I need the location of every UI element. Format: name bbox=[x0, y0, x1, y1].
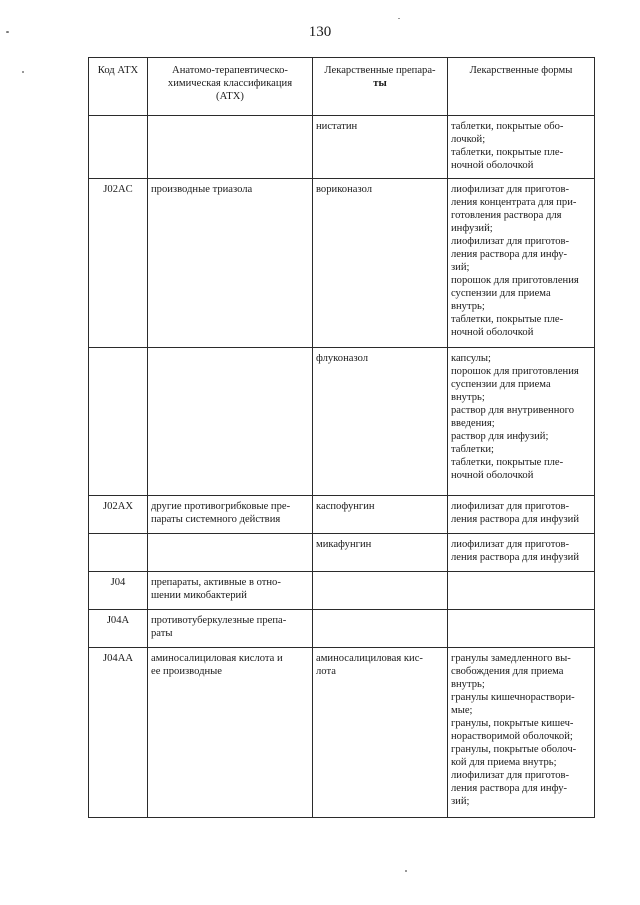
header-atc-code bbox=[89, 58, 148, 116]
scan-speck bbox=[398, 18, 400, 19]
cell-atc-classification bbox=[148, 496, 313, 534]
cell-text-line: раствор для внутривенного bbox=[451, 405, 575, 416]
cell-text-line: таблетки, покрытые пле- bbox=[451, 314, 564, 325]
cell-text-line: раты bbox=[151, 628, 173, 639]
table-row bbox=[89, 179, 595, 348]
cell-text-line: ты bbox=[373, 78, 387, 89]
header-drugs bbox=[313, 58, 448, 116]
cell-text-line: внутрь; bbox=[451, 679, 485, 690]
cell-text-line: порошок для приготовления bbox=[451, 366, 579, 377]
cell-dosage-forms bbox=[448, 496, 595, 534]
cell-atc-code: J04 bbox=[89, 572, 148, 610]
cell-text-line: гранулы замедленного вы- bbox=[451, 653, 571, 664]
cell-atc-classification bbox=[148, 348, 313, 496]
cell-text-line: производные триазола bbox=[151, 184, 253, 195]
table-row bbox=[89, 116, 595, 179]
cell-text-line: ления раствора для инфу- bbox=[451, 249, 568, 260]
cell-atc-classification bbox=[148, 179, 313, 348]
cell-text-line: лота bbox=[316, 666, 336, 677]
cell-text-line: готовления раствора для bbox=[451, 210, 562, 221]
cell-atc-classification bbox=[148, 534, 313, 572]
cell-text-line: таблетки, покрытые пле- bbox=[451, 457, 564, 468]
cell-text-line: таблетки, покрытые пле- bbox=[451, 147, 564, 158]
cell-text-line: порошок для приготовления bbox=[451, 275, 579, 286]
scan-speck bbox=[405, 870, 407, 872]
table-row bbox=[89, 496, 595, 534]
cell-atc-code: J04AA bbox=[89, 648, 148, 818]
table-row bbox=[89, 572, 595, 610]
cell-drug-name bbox=[313, 648, 448, 818]
cell-atc-classification bbox=[148, 610, 313, 648]
cell-text-line: флуконазол bbox=[316, 353, 369, 364]
cell-text-line: (АТХ) bbox=[216, 91, 244, 102]
cell-atc-code: J02AC bbox=[89, 179, 148, 348]
cell-text-line: ночной оболочкой bbox=[451, 327, 534, 338]
cell-text-line: внутрь; bbox=[451, 392, 485, 403]
cell-text-line: ее производные bbox=[151, 666, 222, 677]
cell-drug-name bbox=[313, 496, 448, 534]
page-number: 130 bbox=[308, 24, 332, 40]
header-atc-classification bbox=[148, 58, 313, 116]
table-row bbox=[89, 348, 595, 496]
cell-text-line: химическая классификация bbox=[167, 78, 293, 89]
cell-atc-code: J04A bbox=[89, 610, 148, 648]
cell-text-line: Код АТХ bbox=[97, 65, 139, 76]
cell-dosage-forms bbox=[448, 572, 595, 610]
cell-atc-classification bbox=[148, 116, 313, 179]
cell-atc-code: J02AX bbox=[89, 496, 148, 534]
cell-text-line: каспофунгин bbox=[316, 501, 375, 512]
cell-text-line: гранулы, покрытые оболоч- bbox=[451, 744, 577, 755]
cell-text-line: введения; bbox=[451, 418, 495, 429]
cell-text-line: гранулы кишечнораствори- bbox=[451, 692, 575, 703]
cell-text-line: препараты, активные в отно- bbox=[151, 577, 281, 588]
cell-dosage-forms bbox=[448, 348, 595, 496]
table-row bbox=[89, 648, 595, 818]
cell-text-line: шении микобактерий bbox=[151, 590, 247, 601]
cell-text-line: Анатомо-терапевтическо- bbox=[172, 65, 288, 76]
cell-text-line: кой для приема внутрь; bbox=[451, 757, 557, 768]
cell-text-line: лиофилизат для приготов- bbox=[451, 501, 570, 512]
cell-text-line: аминосалициловая кис- bbox=[316, 653, 423, 664]
cell-dosage-forms bbox=[448, 179, 595, 348]
scan-speck bbox=[22, 71, 24, 73]
table-row bbox=[89, 610, 595, 648]
cell-dosage-forms bbox=[448, 648, 595, 818]
cell-dosage-forms bbox=[448, 534, 595, 572]
cell-text-line: внутрь; bbox=[451, 301, 485, 312]
cell-drug-name bbox=[313, 348, 448, 496]
cell-atc-classification bbox=[148, 648, 313, 818]
cell-text-line: ления раствора для инфузий bbox=[451, 514, 580, 525]
cell-text-line: мые; bbox=[451, 705, 473, 716]
table-row bbox=[89, 534, 595, 572]
cell-dosage-forms bbox=[448, 116, 595, 179]
cell-drug-name bbox=[313, 534, 448, 572]
cell-drug-name bbox=[313, 116, 448, 179]
cell-text-line: гранулы, покрытые кишеч- bbox=[451, 718, 574, 729]
cell-text-line: Лекарственные формы bbox=[469, 65, 573, 76]
scan-speck bbox=[6, 31, 9, 33]
cell-text-line: нистатин bbox=[316, 121, 358, 132]
cell-text-line: лиофилизат для приготов- bbox=[451, 184, 570, 195]
cell-text-line: ночной оболочкой bbox=[451, 160, 534, 171]
header-dosage-forms bbox=[448, 58, 595, 116]
cell-drug-name bbox=[313, 572, 448, 610]
cell-text-line: лиофилизат для приготов- bbox=[451, 770, 570, 781]
cell-text-line: зий; bbox=[451, 262, 470, 273]
cell-atc-code bbox=[89, 116, 148, 179]
cell-text-line: инфузий; bbox=[451, 223, 493, 234]
cell-text-line: норастворимой оболочкой; bbox=[451, 731, 573, 742]
cell-atc-code bbox=[89, 348, 148, 496]
cell-text-line: микафунгин bbox=[316, 539, 372, 550]
cell-text-line: аминосалициловая кислота и bbox=[151, 653, 283, 664]
cell-text-line: свобождения для приема bbox=[451, 666, 564, 677]
cell-text-line: ночной оболочкой bbox=[451, 470, 534, 481]
cell-dosage-forms bbox=[448, 610, 595, 648]
cell-atc-classification bbox=[148, 572, 313, 610]
cell-text-line: другие противогрибковые пре- bbox=[151, 501, 291, 512]
cell-text-line: капсулы; bbox=[451, 353, 491, 364]
cell-text-line: ления концентрата для при- bbox=[451, 197, 577, 208]
cell-atc-code bbox=[89, 534, 148, 572]
cell-drug-name bbox=[313, 610, 448, 648]
cell-text-line: таблетки; bbox=[451, 444, 494, 455]
cell-text-line: ления раствора для инфу- bbox=[451, 783, 568, 794]
cell-drug-name bbox=[313, 179, 448, 348]
cell-text-line: зий; bbox=[451, 796, 470, 807]
table-body bbox=[89, 116, 595, 818]
cell-text-line: лиофилизат для приготов- bbox=[451, 539, 570, 550]
cell-text-line: параты системного действия bbox=[151, 514, 281, 525]
cell-text-line: суспензии для приема bbox=[451, 288, 551, 299]
cell-text-line: суспензии для приема bbox=[451, 379, 551, 390]
table-header-row bbox=[89, 58, 595, 116]
atc-drug-table bbox=[88, 57, 595, 818]
cell-text-line: раствор для инфузий; bbox=[451, 431, 549, 442]
cell-text-line: лиофилизат для приготов- bbox=[451, 236, 570, 247]
cell-text-line: лочкой; bbox=[451, 134, 486, 145]
cell-text-line: Лекарственные препара- bbox=[324, 65, 436, 76]
cell-text-line: таблетки, покрытые обо- bbox=[451, 121, 564, 132]
cell-text-line: противотуберкулезные препа- bbox=[151, 615, 287, 626]
cell-text-line: ления раствора для инфузий bbox=[451, 552, 580, 563]
cell-text-line: вориконазол bbox=[316, 184, 373, 195]
